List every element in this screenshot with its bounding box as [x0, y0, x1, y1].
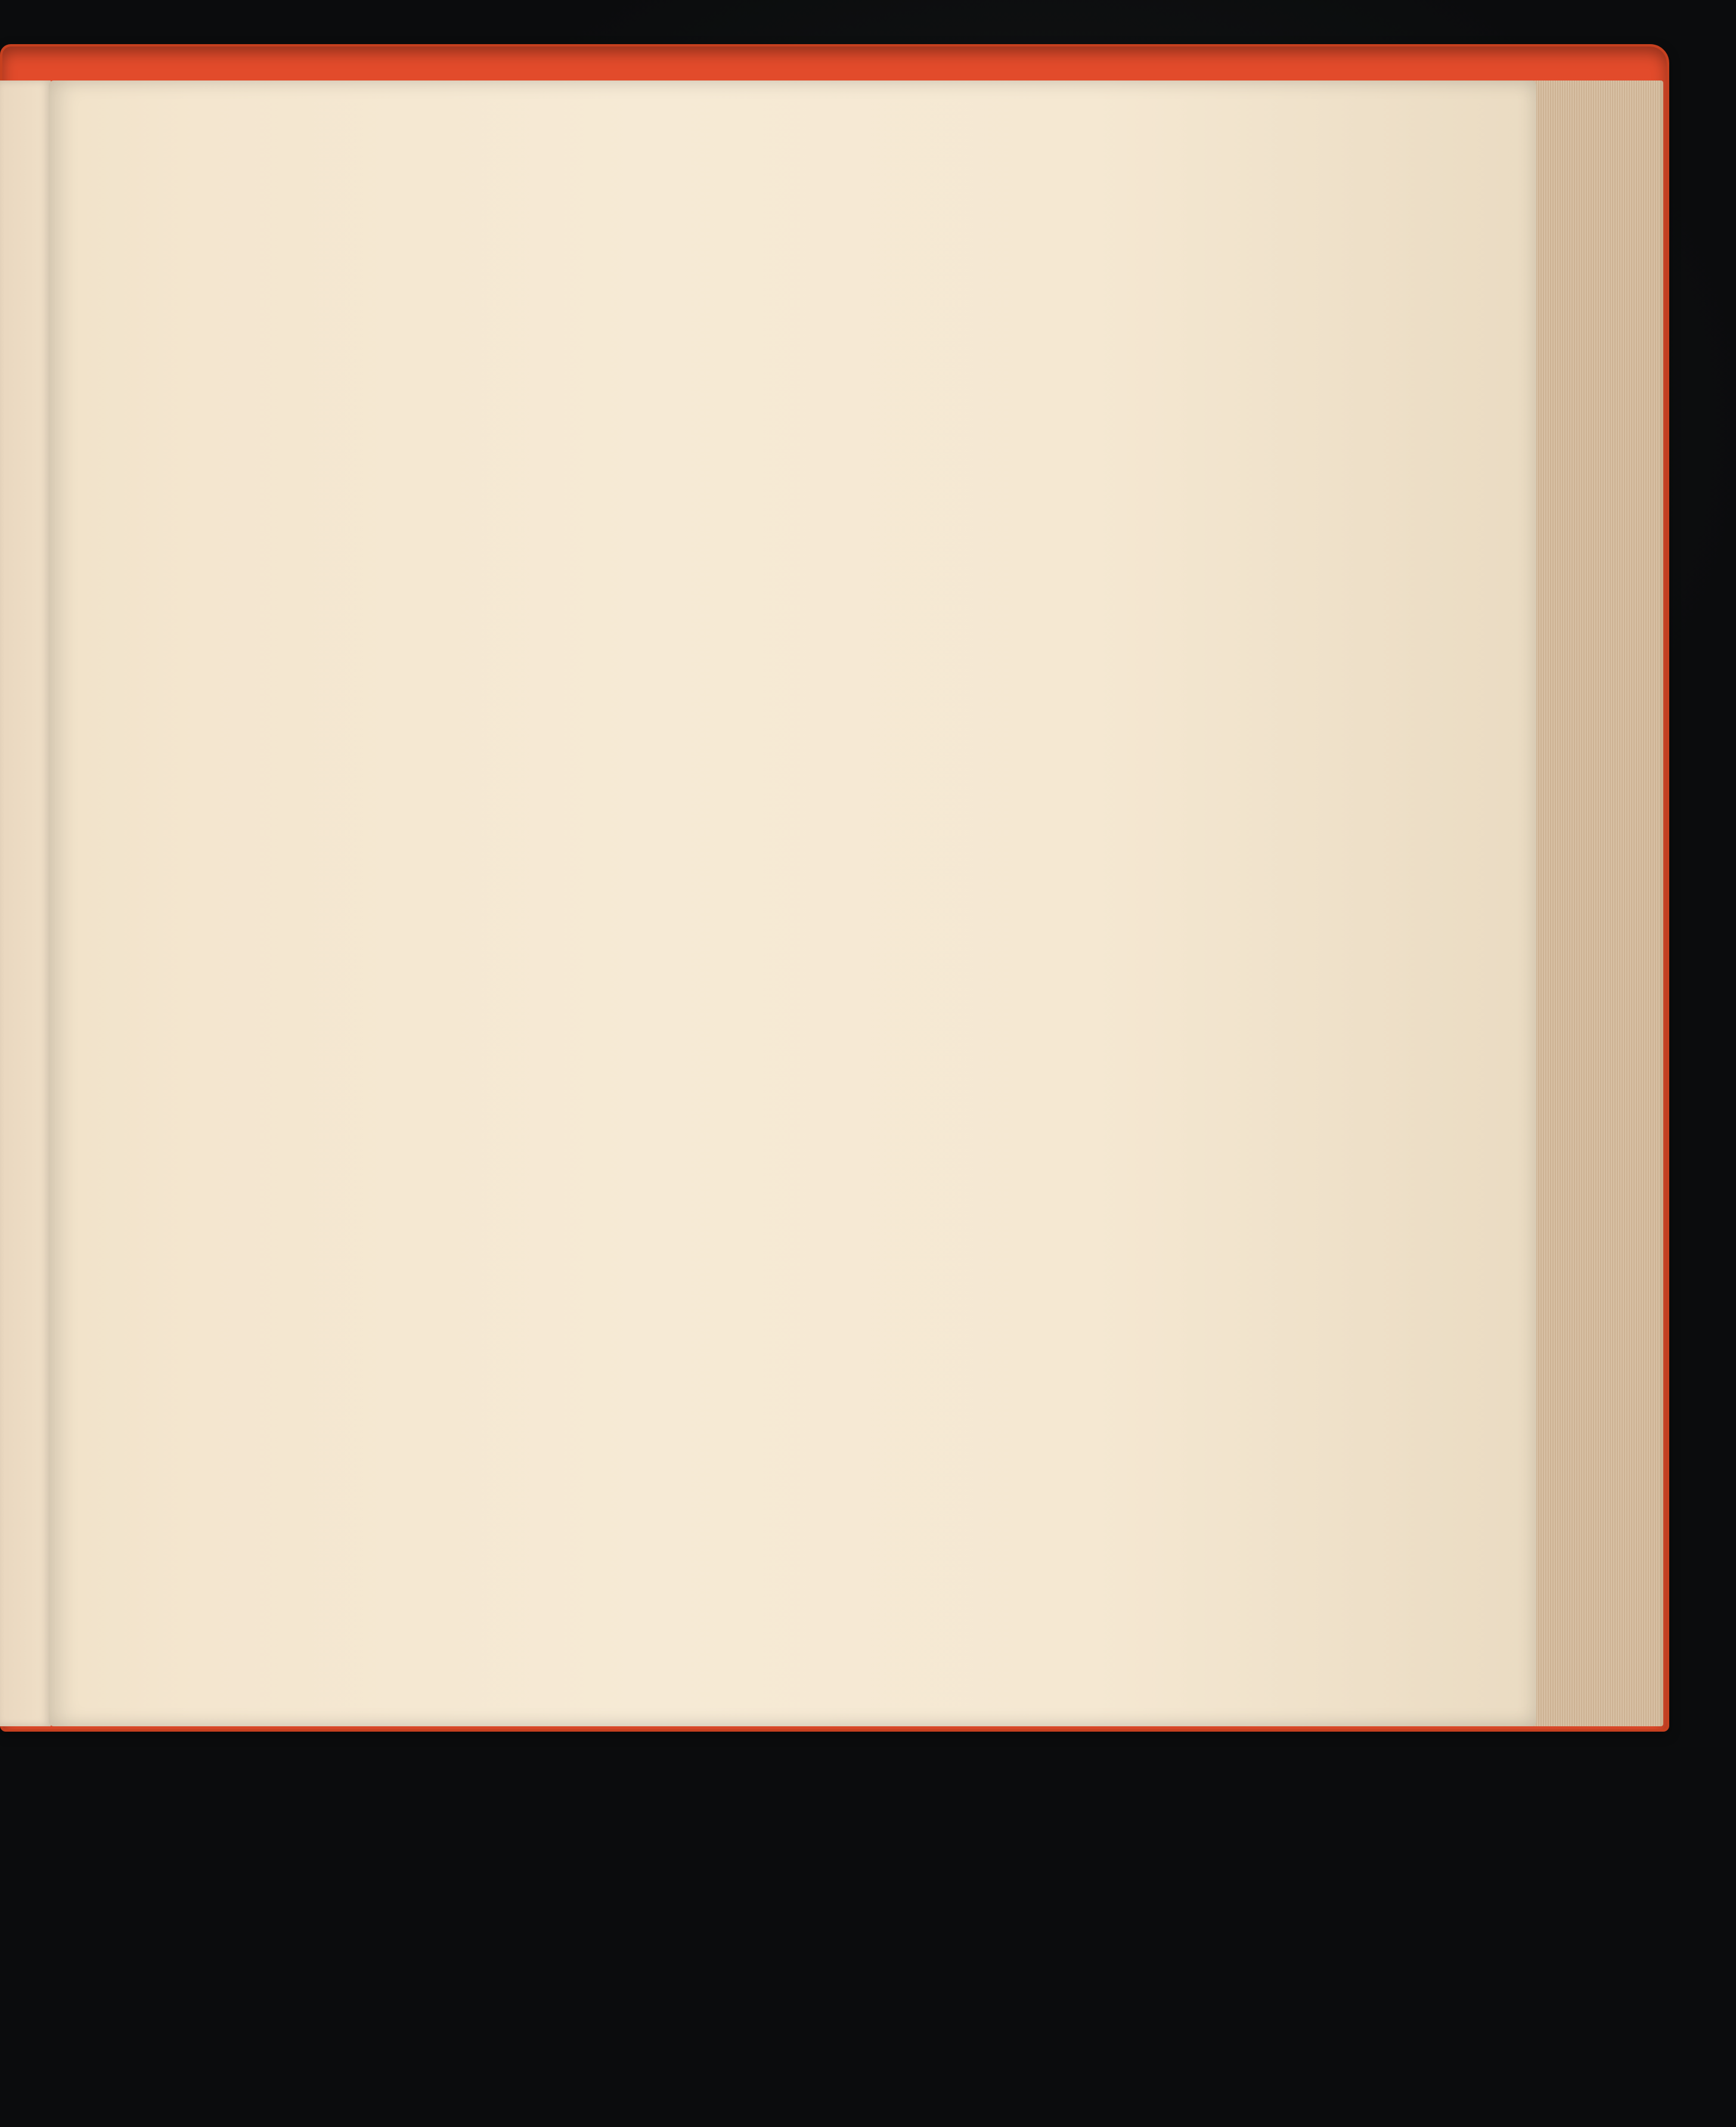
book-page — [49, 81, 1536, 1726]
header-rule — [198, 236, 1420, 237]
book-page-edges — [1526, 81, 1663, 1726]
page-text — [228, 391, 1420, 1702]
left-page-edge — [0, 81, 51, 1726]
